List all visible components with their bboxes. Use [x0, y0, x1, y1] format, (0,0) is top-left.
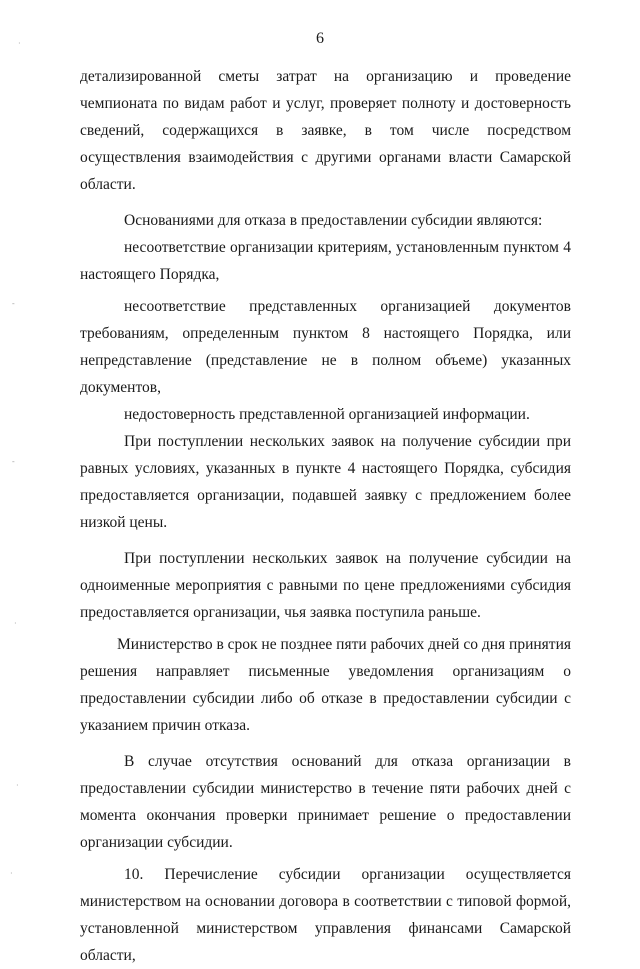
- scan-mark: ·: [16, 781, 19, 790]
- scan-mark: -: [12, 299, 15, 308]
- paragraph: В случае отсутствия оснований для отказа организации в предоставлении субсидии министерство в течение пяти рабочих дней с момента окончания проверки принимает решение о предоставлении организации субсидии.: [80, 753, 571, 851]
- scan-mark: ·: [10, 869, 13, 878]
- scan-mark: ·: [14, 619, 17, 628]
- paragraph: Основаниями для отказа в предоставлении субсидии являются:: [124, 212, 543, 229]
- paragraph: детализированной сметы затрат на организацию и проведение чемпионата по видам работ и услуг, проверяет полноту и достоверность сведений, содержащихся в заявке, в том числе посредством осуществления взаимодействия с другими органами власти Самарской области.: [80, 68, 571, 193]
- paragraph: Министерство в срок не позднее пяти рабочих дней со дня принятия решения направляет письменные уведомления организациям о предоставлении субсидии либо об отказе в предоставлении субсидии с указанием причин отказа.: [80, 636, 572, 734]
- document-body: [80, 63, 571, 969]
- scan-mark: ·: [18, 39, 21, 48]
- paragraph: несоответствие организации критериям, установленным пунктом 4 настоящего Порядка,: [80, 239, 571, 283]
- paragraph: При поступлении нескольких заявок на получение субсидии на одноименные мероприятия с равными по цене предложениями субсидия предоставляется организации, чья заявка поступила раньше.: [80, 550, 571, 621]
- paragraph: несоответствие представленных организацией документов требованиям, определенным пунктом 8 настоящего Порядка, или непредставление (представление не в полном объеме) указанных документов,: [80, 298, 571, 396]
- paragraph: недостоверность представленной организацией информации.: [124, 406, 530, 423]
- page-number: 6: [316, 30, 324, 47]
- paragraph: 10. Перечисление субсидии организации осуществляется министерством на основании договора в соответствии с типовой формой, установленной министерством управления финансами Самарской области,: [80, 866, 571, 964]
- scan-mark: -: [12, 457, 15, 466]
- paragraph: При поступлении нескольких заявок на получение субсидии при равных условиях, указанных в пункте 4 настоящего Порядка, субсидия предоставляется организации, подавшей заявку с предложением более низкой цены.: [80, 433, 571, 531]
